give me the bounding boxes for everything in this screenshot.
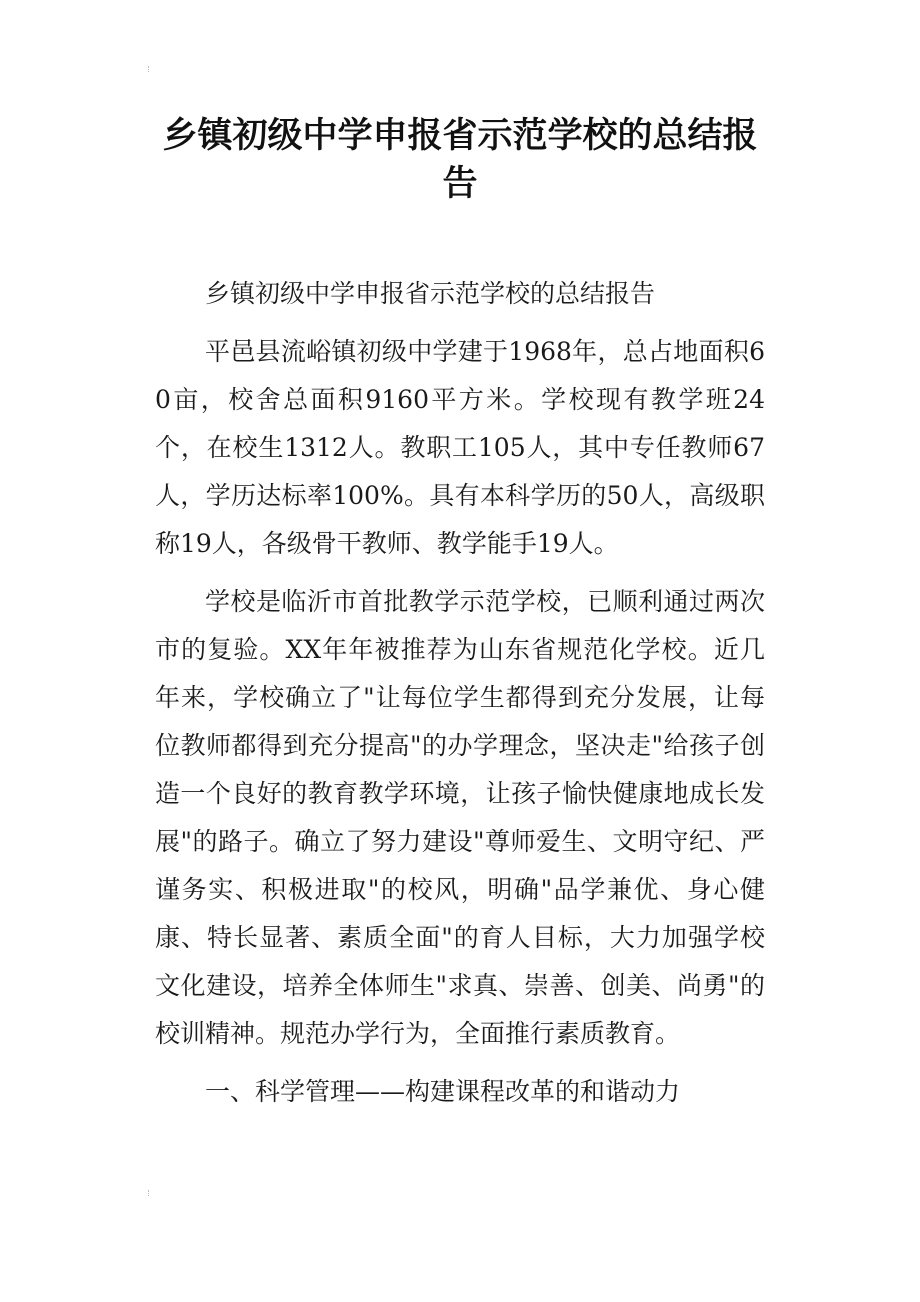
section-heading-1: 一、科学管理——构建课程改革的和谐动力 (205, 1077, 681, 1106)
corner-mark-bottom (148, 1190, 153, 1196)
paragraph-school-overview: 平邑县流峪镇初级中学建于1968年，总占地面积60亩，校舍总面积9160平方米。学校现有教学班24个，在校生1312人。教职工105人，其中专任教师67人，学历达标率100%。具有本科学历的50人，高级职称19人，各级骨干教师、教学能手19人。 (155, 337, 765, 558)
document-title: 乡镇初级中学申报省示范学校的总结报告 (162, 116, 758, 204)
corner-mark-top (148, 66, 153, 72)
paragraph-subtitle: 乡镇初级中学申报省示范学校的总结报告 (205, 279, 656, 308)
paragraph-school-philosophy: 学校是临沂市首批教学示范学校，已顺利通过两次市的复验。XX年年被推荐为山东省规范化学校。近几年来，学校确立了"让每位学生都得到充分发展，让每位教师都得到充分提高"的办学理念，坚决走"给孩子创造一个良好的教育教学环境，让孩子愉快健康地成长发展"的路子。确立了努力建设"尊师爱生、文明守纪、严谨务实、积极进取"的校风，明确"品学兼优、身心健康、特长显著、素质全面"的育人目标，大力加强学校文化建设，培养全体师生"求真、崇善、创美、尚勇"的校训精神。规范办学行为，全面推行素质教育。 (155, 587, 765, 1048)
document-body (155, 270, 765, 1126)
